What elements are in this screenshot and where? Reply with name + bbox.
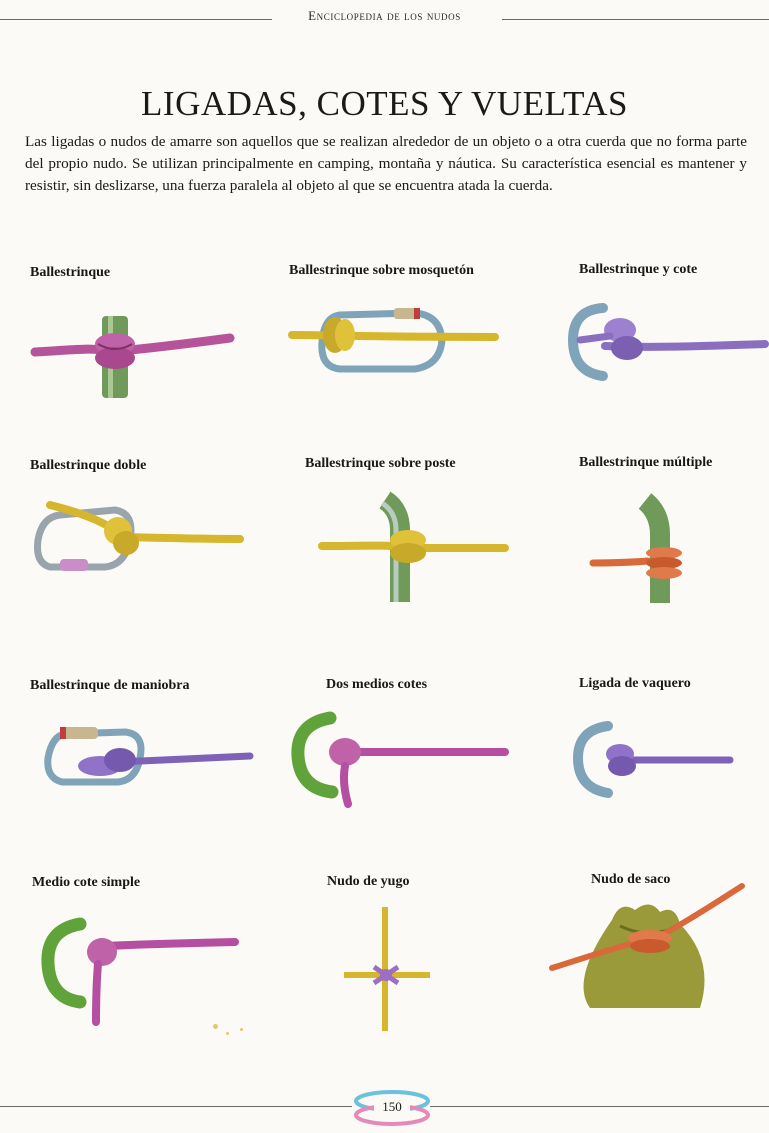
paper-speck (226, 1032, 229, 1035)
knot-label: Ligada de vaquero (579, 676, 691, 691)
running-header: Enciclopedia de los nudos (308, 8, 461, 23)
clove-hitch-and-half-hitch-icon (565, 300, 769, 385)
knot-label: Medio cote simple (32, 875, 141, 890)
sack-knot-icon (550, 880, 750, 1015)
multiple-clove-hitch-icon (590, 495, 710, 605)
paper-speck (240, 1028, 243, 1031)
single-half-hitch-icon (40, 918, 240, 1026)
slipped-clove-hitch-icon (40, 722, 255, 792)
page-title: LIGADAS, COTES Y VUELTAS (141, 84, 628, 123)
knot-label: Nudo de saco (591, 872, 671, 887)
knot-label: Nudo de yugo (327, 874, 410, 889)
knot-label: Ballestrinque múltiple (579, 455, 713, 470)
intro-paragraph: Las ligadas o nudos de amarre son aquellos que se realizan alrededor de un objeto o a otra cuerda que no forma parte del propio nudo. Se utilizan principalmente en camping, montaña y náutica. Su característica esencial es mantener y resistir, sin deslizarse, una fuerza paralela al objeto al que se encuentra atada la cuerda. (25, 133, 747, 194)
knot-label: Dos medios cotes (326, 677, 428, 692)
header-rule-right (502, 19, 769, 20)
two-half-hitches-icon (290, 712, 510, 807)
paper-speck (213, 1024, 218, 1029)
clove-hitch-on-post-icon (320, 490, 510, 605)
footer-rule-left (0, 1106, 352, 1107)
knot-label: Ballestrinque doble (30, 458, 147, 473)
double-clove-hitch-icon (30, 495, 245, 585)
knot-label: Ballestrinque de maniobra (30, 678, 190, 693)
page-number: 150 (382, 1099, 402, 1114)
cowboy-hitch-icon (570, 718, 735, 800)
clove-hitch-on-pole-icon (30, 310, 250, 400)
knot-label: Ballestrinque (30, 265, 111, 280)
footer-rule-right (430, 1106, 769, 1107)
knot-label: Ballestrinque sobre mosquetón (289, 263, 474, 278)
clove-hitch-on-carabiner-icon (290, 305, 500, 380)
knot-label: Ballestrinque y cote (579, 262, 698, 277)
yoke-knot-icon (342, 905, 432, 1033)
knot-label: Ballestrinque sobre poste (305, 456, 456, 471)
